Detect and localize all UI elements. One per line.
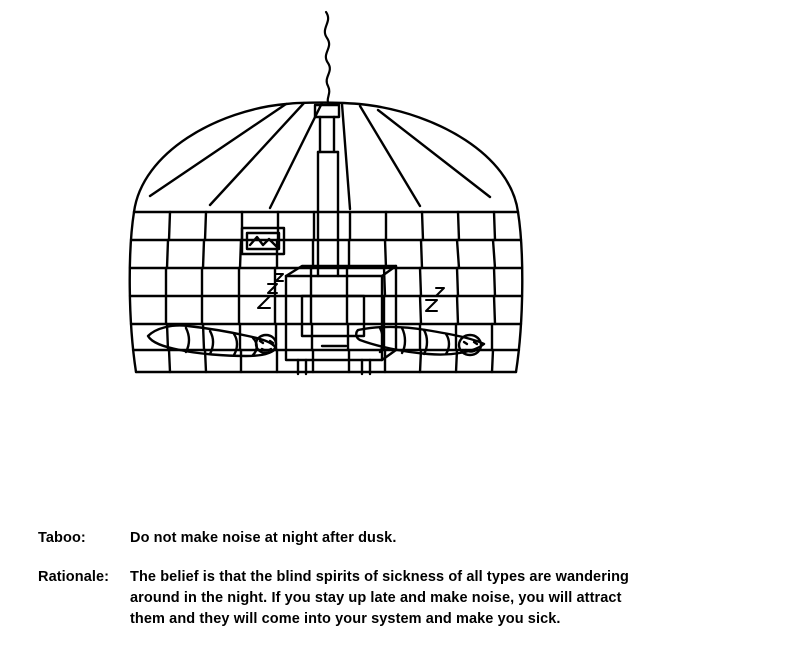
ger-illustration [90,0,570,420]
snore-right-icon [426,288,444,311]
rationale-text [130,567,773,630]
rationale-line-3: them and they will come into your system and make you sick. [130,611,561,628]
rationale-line-2: around in the night. If you stay up late and make noise, you will attract [130,590,622,607]
rationale-label: Rationale: [38,569,110,586]
taboo-text [130,528,773,549]
rationale-line-1: The belief is that the blind spirits of sickness of all types are wandering [130,569,630,586]
stovepipe-lower [318,152,338,276]
snore-left-icon [258,274,283,308]
taboo-label: Taboo: [38,530,86,546]
taboo-line-1: Do not make noise at night after dusk. [130,530,397,546]
taboo-row [38,528,773,549]
rationale-row [38,567,773,630]
stovepipe-upper [320,117,334,152]
caption-block [38,528,773,648]
smoke-wisp-icon [325,12,330,105]
ger-roof [134,103,518,212]
wood-stove [286,266,396,374]
